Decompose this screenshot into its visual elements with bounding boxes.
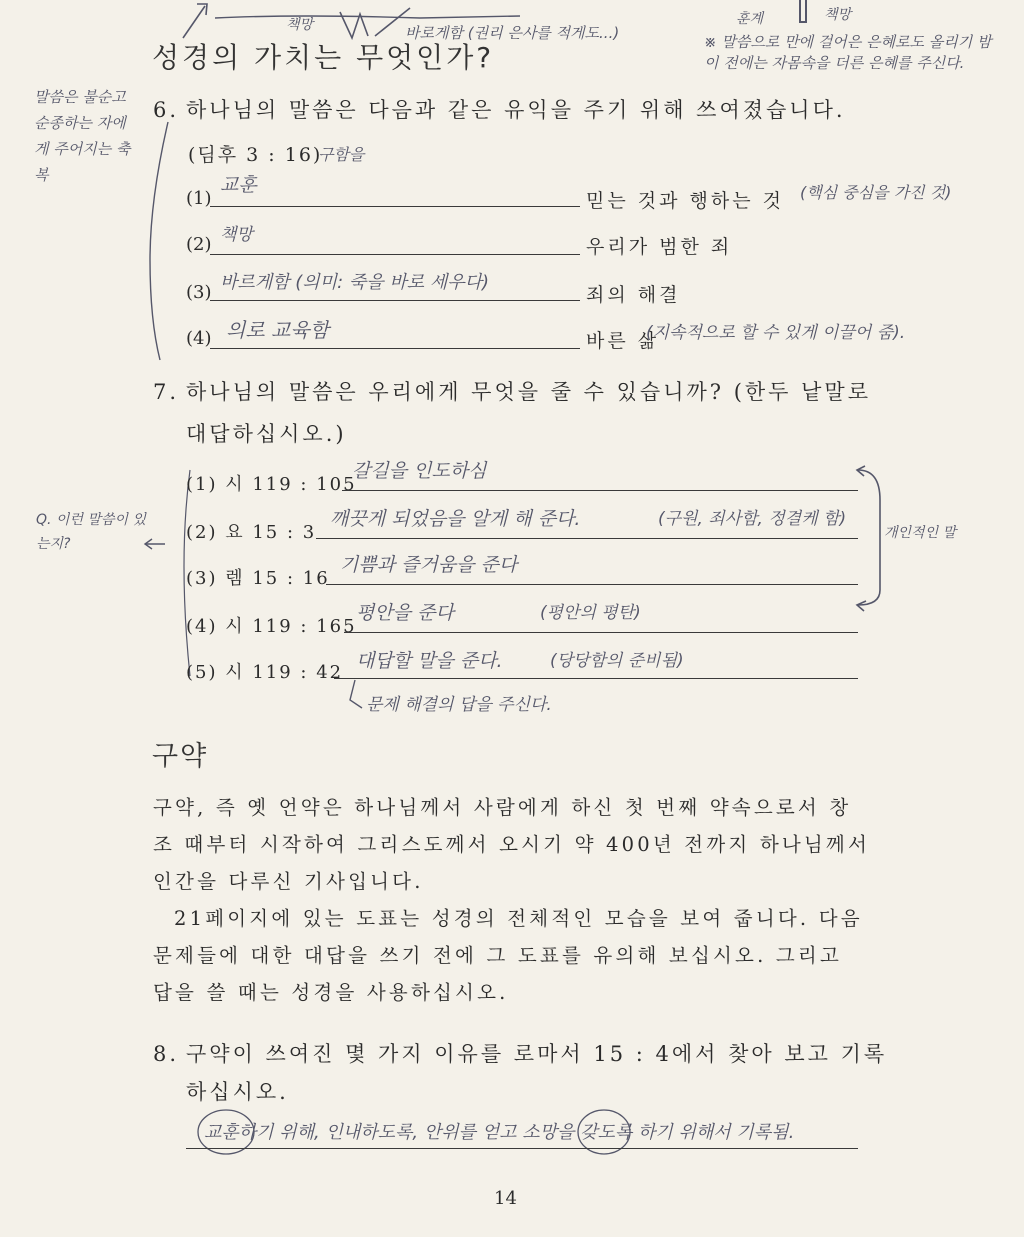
- q7-item-4-reference: 시 119 : 165: [225, 616, 357, 637]
- paragraph-1-line-3: 인간을 다루신 기사입니다.: [153, 870, 424, 893]
- q8-text-line1: 구약이 쓰여진 몇 가지 이유를 로마서 15 : 4에서 찾아 보고 기록: [186, 1042, 888, 1066]
- q7-left-note: Q. 이런 말씀이 있는지?: [36, 512, 146, 552]
- top-note-d: 책망: [824, 7, 852, 23]
- q7-item-4-note: (평안의 평탄): [540, 603, 641, 623]
- q7-number: 7.: [153, 380, 180, 404]
- q6-item-4-note: (지속적으로 할 수 있게 이끌어 줌).: [646, 323, 906, 343]
- q6-item-2-answer-line: [210, 254, 580, 255]
- q6-item-1-answer[interactable]: 교훈: [220, 174, 257, 196]
- q7-item-2-number: (2): [186, 522, 218, 543]
- q6-text: 하나님의 말씀은 다음과 같은 유익을 주기 위해 쓰여졌습니다.: [186, 98, 846, 122]
- q6-item-4-number: (4): [186, 328, 212, 349]
- q7-item-5-reference: 시 119 : 42: [225, 662, 344, 683]
- q6-item-3-answer-line: [210, 300, 580, 301]
- paragraph-2-line-3: 답을 쓸 때는 성경을 사용하십시오.: [153, 981, 509, 1004]
- q7-item-3-number: (3): [186, 568, 218, 589]
- section-title-old-testament: 구약: [152, 741, 209, 772]
- q7-text-line2: 대답하십시오.): [186, 422, 347, 446]
- q8-answer-line: [186, 1148, 858, 1149]
- q7-item-1-answer-line: [342, 490, 858, 491]
- q6-item-1-answer-line: [210, 206, 580, 207]
- q7-item-4-ref: [186, 612, 357, 638]
- q6-item-4-label: 바른 삶: [586, 330, 660, 352]
- q7-item-2-note: (구원, 죄사함, 정결케 함): [658, 509, 847, 529]
- page-number: 14: [494, 1188, 517, 1209]
- q7-text-line1: 하나님의 말씀은 우리에게 무엇을 줄 수 있습니까? (한두 낱말로: [186, 380, 872, 404]
- top-note-c: 훈계: [736, 11, 764, 27]
- q7-item-1-reference: 시 119 : 105: [225, 474, 357, 495]
- q6-item-2-label: 우리가 범한 죄: [586, 236, 733, 258]
- q6-item-4-answer-line: [210, 348, 580, 349]
- q7-item-5-answer[interactable]: 대답할 말을 준다.: [356, 650, 503, 672]
- q7-item-1-number: (1): [186, 474, 218, 495]
- paragraph-1-line-1: 구약, 즉 옛 언약은 하나님께서 사람에게 하신 첫 번째 약속으로서 창: [153, 796, 852, 819]
- section-title-value-of-bible: 성경의 가치는 무엇인가?: [152, 41, 495, 74]
- q7-item-2-ref: [186, 518, 316, 544]
- margin-note-left: 말씀은 불순고 순종하는 자에게 주어지는 축복: [34, 88, 131, 184]
- q7-item-3-answer[interactable]: 기쁨과 즐거움을 준다: [340, 554, 518, 576]
- paragraph-2-line-2: 문제들에 대한 대답을 쓰기 전에 그 도표를 유의해 보십시오. 그리고: [153, 944, 842, 967]
- q6-number: 6.: [153, 98, 180, 122]
- q6-item-1-number: (1): [186, 188, 212, 209]
- q7-item-4-answer-line: [344, 632, 858, 633]
- q7-item-5-ref: [186, 658, 343, 684]
- q7-item-3-reference: 렘 15 : 16: [225, 568, 330, 589]
- q7-item-3-ref: [186, 564, 330, 590]
- q6-ref-note: 구함을: [318, 145, 365, 164]
- q8-answer[interactable]: 교훈하기 위해, 인내하도록, 안위를 얻고 소망을 갖도록 하기 위해서 기록됨.: [204, 1122, 795, 1143]
- paragraph-1-line-2: 조 때부터 시작하여 그리스도께서 오시기 약 400년 전까지 하나님께서: [153, 833, 871, 856]
- q8-number: 8.: [153, 1042, 180, 1066]
- q7-item-1-answer[interactable]: 갈길을 인도하심: [352, 460, 487, 482]
- q6-item-3-answer[interactable]: 바르게함 (의미: 죽을 바로 세우다): [220, 272, 490, 293]
- q6-item-1-label: 믿는 것과 행하는 것: [586, 190, 784, 212]
- q7-right-note: 개인적인 말: [884, 525, 957, 541]
- q6-item-3-number: (3): [186, 282, 212, 303]
- q6-item-2-number: (2): [186, 234, 212, 255]
- q6-item-4-answer[interactable]: 의로 교육함: [226, 318, 329, 342]
- q6-item-1-note: (핵심 중심을 가진 것): [800, 183, 952, 202]
- q7-item-5-number: (5): [186, 662, 218, 683]
- q7-item-2-answer[interactable]: 깨끗게 되었음을 알게 해 준다.: [330, 508, 581, 530]
- margin-note-right: ※ 말씀으로 만에 걸어은 은혜로도 올리기 밤이 전에는 자몸속을 더른 은혜를 주신다.: [704, 33, 992, 72]
- q6-item-3-label: 죄의 해결: [586, 284, 681, 306]
- q7-item-4-number: (4): [186, 616, 218, 637]
- paragraph-2-line-1: 21페이지에 있는 도표는 성경의 전체적인 모습을 보여 줍니다. 다음: [174, 907, 863, 930]
- top-note-b: 바로게함 (권리 은사를 적게도...): [405, 24, 620, 42]
- q7-item-2-reference: 요 15 : 3: [225, 522, 317, 543]
- q6-item-2-answer[interactable]: 책망: [220, 225, 253, 245]
- q7-item-2-answer-line: [316, 538, 858, 539]
- q7-item-5-note: (당당함의 준비됨): [550, 651, 684, 671]
- q7-item-4-answer[interactable]: 평안을 준다: [356, 602, 454, 624]
- q7-below-note: 문제 해결의 답을 주신다.: [366, 695, 552, 715]
- q6-reference: (딤후 3 : 16): [188, 144, 323, 166]
- q8-text-line2: 하십시오.: [186, 1080, 289, 1104]
- q7-item-3-answer-line: [326, 584, 858, 585]
- top-note-a: 책망: [286, 17, 314, 33]
- q7-item-5-answer-line: [334, 678, 858, 679]
- q7-item-1-ref: [186, 470, 357, 496]
